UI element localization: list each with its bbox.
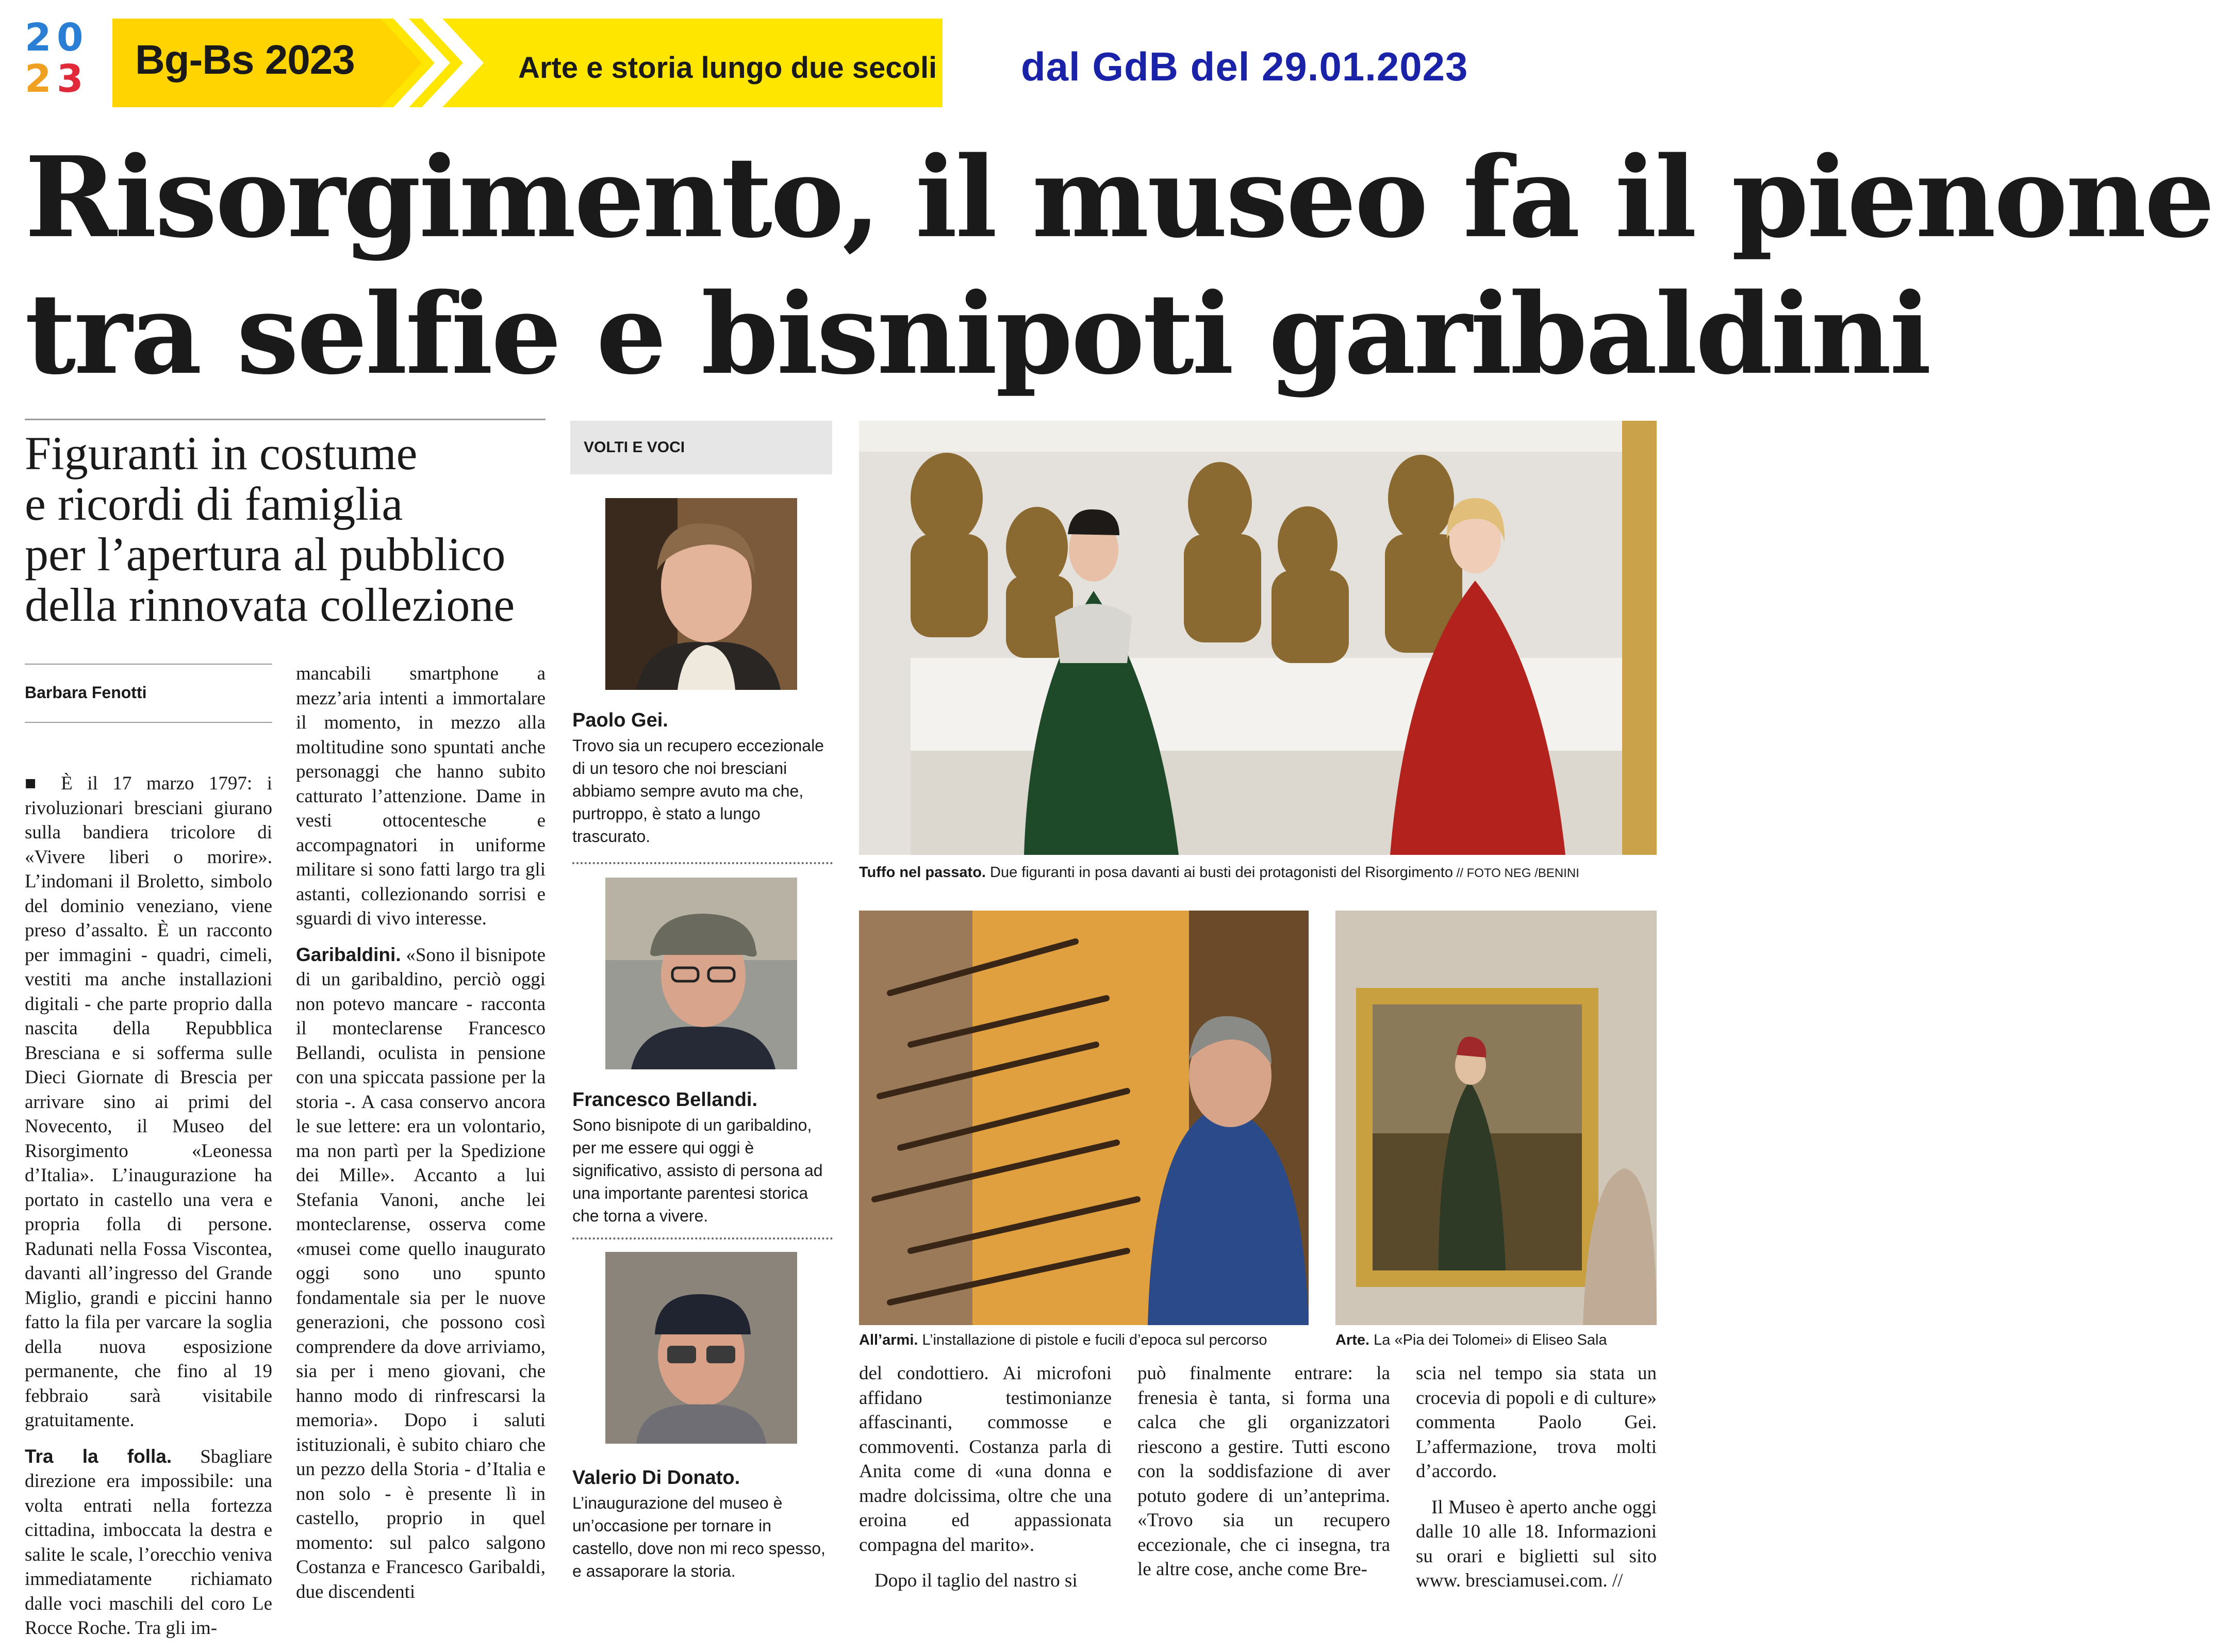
caption-lead: All’armi.: [859, 1332, 918, 1348]
logo-digit-3: 3: [57, 57, 84, 101]
headline-line-1: Risorgimento, il museo fa il pienone: [25, 132, 2213, 262]
divider: [25, 419, 546, 420]
article-column-3: [859, 1361, 1112, 1605]
photo-caption-main: [859, 864, 1579, 881]
paragraph-lead: Garibaldini.: [296, 944, 401, 965]
article-paragraph: Dopo il taglio del nastro si: [874, 1570, 1078, 1591]
sidebar-title: VOLTI E VOCI: [570, 421, 832, 474]
bgbs-2023-logo: [25, 15, 102, 106]
portrait-paolo-gei: [605, 498, 797, 690]
person-name: Francesco Bellandi.: [572, 1089, 758, 1111]
headline-line-2: tra selfie e bisnipoti garibaldini: [25, 269, 1930, 399]
caption-text: L’installazione di pistole e fucili d’epoca sul percorso: [918, 1332, 1267, 1348]
photo-pia-dei-tolomei: [1335, 911, 1657, 1325]
logo-digit-0: 0: [57, 15, 84, 60]
article-column-1: [25, 771, 272, 1652]
paragraph-text: «Sono il bisnipote di un garibaldino, perciò oggi non potevo mancare - racconta il monteclarense Francesco Bellandi, oculista in pensione con una spiccata passione per la storia -. A casa conservo ancora le sue lettere: era un volontario, ma non partì per la Spedizione dei Mille». Accanto a lui Stefania Vanoni, anche lei monteclarense, osserva come «musei come quello inaugurato oggi sono uno spunto fondamentale sia per le nuove generazioni, che possono così comprendere da dove arriviamo, sia per i meno giovani, che hanno modo di rinfrescarsi la memoria». Dopo i saluti istituzionali, è subito chiaro che un pezzo della Storia - d’Italia e non solo - è presente lì in castello, proprio in quel momento: sul palco salgono Costanza e Francesco Garibaldi, due discendenti: [296, 944, 546, 1603]
dotted-divider: [572, 862, 833, 864]
portrait-valerio-di-donato: [605, 1252, 797, 1444]
photo-credit: // FOTO NEG /BENINI: [1452, 866, 1579, 880]
subhead-line: della rinnovata collezione: [25, 579, 515, 631]
section-subkicker: Arte e storia lungo due secoli: [518, 51, 937, 85]
photo-caption-art: [1335, 1332, 1607, 1349]
headline: [25, 129, 2213, 402]
person-quote: Sono bisnipote di un garibaldino, per me essere qui oggi è significativo, assisto di persona ad una importante parentesi storica che torna a vivere.: [572, 1116, 823, 1225]
divider: [25, 722, 272, 723]
section-kicker: Bg-Bs 2023: [135, 37, 355, 82]
article-column-5: [1416, 1361, 1657, 1605]
paragraph-text: Sbagliare direzione era impossibile: una volta entrati nella fortezza cittadina, imboccata la destra e salite le scale, l’orecchio veniva immediatamente richiamato dalle voci maschili del coro Le Rocce Roche. Tra gli im-: [25, 1446, 272, 1639]
article-column-4: [1137, 1361, 1390, 1593]
portrait-francesco-bellandi: [605, 878, 797, 1069]
byline: Barbara Fenotti: [25, 683, 147, 702]
dotted-divider: [572, 1237, 833, 1240]
source-note: dal GdB del 29.01.2023: [1021, 44, 1468, 89]
article-column-2: [296, 662, 546, 1615]
photo-caption-arms: [859, 1332, 1267, 1349]
caption-lead: Tuffo nel passato.: [859, 864, 986, 881]
article-paragraph: [296, 943, 546, 1605]
article-paragraph: può finalmente entrare: la frenesia è tanta, si forma una calca che gli organizzatori riescono a gestire. Tutti escono con la soddisfazione di aver potuto godere di un’anteprima. «Trovo sia un recupero eccezionale, che ci insegna, tra le altre cose, anche come Bre-: [1137, 1363, 1390, 1580]
person-name: Valerio Di Donato.: [572, 1467, 740, 1489]
subheadline: [25, 428, 546, 630]
person-quote: L’inaugurazione del museo è un’occasione per tornare in castello, dove non mi reco spesso, e assaporare la storia.: [572, 1494, 825, 1580]
person-quote: Trovo sia un recupero eccezionale di un tesoro che noi bresciani abbiamo sempre avuto ma che, purtroppo, è stato a lungo trascurato.: [572, 736, 824, 846]
divider: [25, 664, 272, 665]
article-paragraph: scia nel tempo sia stata un crocevia di popoli e di culture» commenta Paolo Gei. L’affermazione, trova molti d’accordo.: [1416, 1363, 1657, 1482]
article-paragraph: [25, 1444, 272, 1641]
subhead-line: Figuranti in costume: [25, 427, 418, 480]
article-paragraph: Il Museo è aperto anche oggi dalle 10 alle 18. Informazioni su orari e biglietti sul sito www. bresciamusei.com. //: [1416, 1496, 1657, 1591]
caption-text: Due figuranti in posa davanti ai busti dei protagonisti del Risorgimento: [985, 864, 1453, 881]
photo-figuranti-busti: [859, 421, 1657, 855]
logo-digit-2b: 2: [25, 57, 52, 101]
subhead-line: e ricordi di famiglia: [25, 477, 403, 530]
photo-armi: [859, 911, 1309, 1325]
article-paragraph: mancabili smartphone a mezz’aria intenti a immortalare il momento, in mezzo alla moltitudine sono spuntati anche personaggi che hanno subito catturato l’attenzione. Dame in vesti ottocentesche e accompagnatori in uniforme militare si sono fatti largo tra gli astanti, collezionando sorrisi e sguardi di vivo interesse.: [296, 663, 546, 929]
person-name: Paolo Gei.: [572, 709, 668, 731]
article-paragraph: ■ È il 17 marzo 1797: i rivoluzionari bresciani giurano sulla bandiera tricolore di «Vivere liberi o morire». L’indomani il Broletto, simbolo del dominio veneziano, viene preso d’assalto. È un racconto per immagini - quadri, cimeli, vestiti ma anche installazioni digitali - che parte proprio dalla nascita della Repubblica Bresciana e si sofferma sulle Dieci Giornate di Brescia per arrivare sino ai primi del Novecento, il Museo del Risorgimento «Leonessa d’Italia». L’inaugurazione ha portato in castello una vera e propria folla di persone. Radunati nella Fossa Viscontea, davanti all’ingresso del Grande Miglio, grandi e piccini hanno fatto la fila per varcare la soglia della nuova esposizione permanente, che fino al 19 febbraio sarà visitabile gratuitamente.: [25, 773, 272, 1431]
paragraph-lead: Tra la folla.: [25, 1445, 172, 1467]
logo-digit-2: 2: [25, 15, 52, 60]
subhead-line: per l’apertura al pubblico: [25, 528, 506, 581]
caption-text: La «Pia dei Tolomei» di Eliseo Sala: [1369, 1332, 1607, 1348]
caption-lead: Arte.: [1335, 1332, 1370, 1348]
article-paragraph: del condottiero. Ai microfoni affidano testimonianze affascinanti, commosse e commoventi. Costanza parla di Anita come di «una donna e madre dolcissima, oltre che una eroina ed appassionata compagna del marito».: [859, 1363, 1112, 1556]
